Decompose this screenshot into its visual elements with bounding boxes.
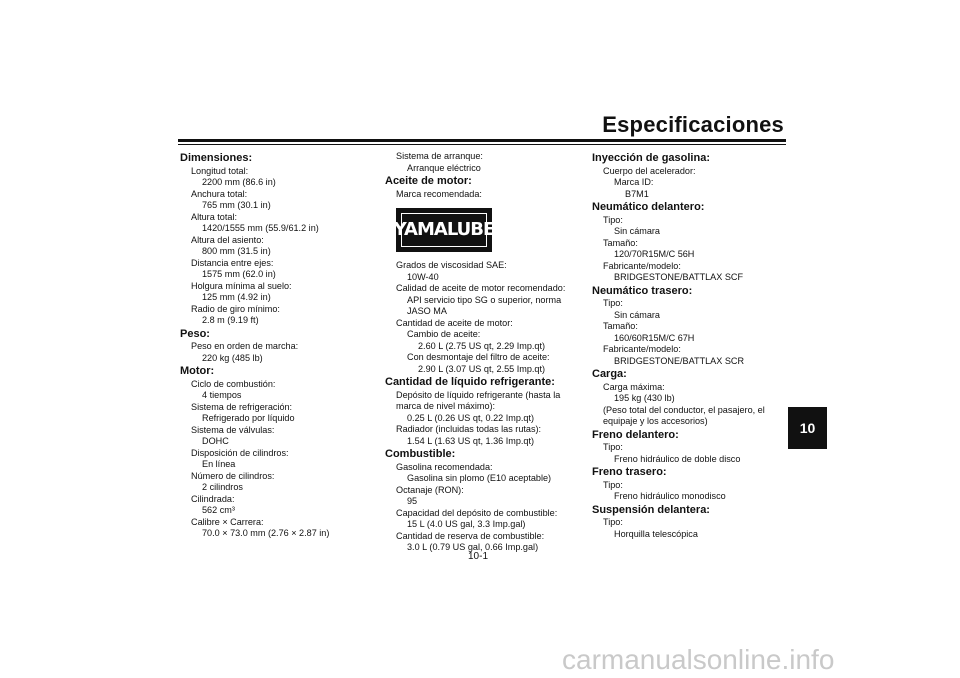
spec-line: Cilindrada:	[191, 493, 235, 504]
spec-line: Anchura total:	[191, 188, 248, 199]
spec-line: 0.25 L (0.26 US qt, 0.22 Imp.qt)	[407, 412, 535, 423]
section-heading: Inyección de gasolina:	[592, 152, 710, 164]
spec-line: Gasolina sin plomo (E10 aceptable)	[407, 473, 552, 483]
spec-line: 95	[407, 496, 418, 506]
spec-line: Tamaño:	[603, 237, 638, 248]
spec-line: Marca recomendada:	[396, 188, 482, 199]
spec-line: BRIDGESTONE/BATTLAX SCR	[614, 355, 745, 366]
section-heading: Peso:	[180, 327, 210, 340]
spec-line: Tipo:	[603, 442, 623, 452]
spec-column-1	[180, 151, 375, 540]
chapter-tab: 10	[788, 407, 827, 449]
spec-line: BRIDGESTONE/BATTLAX SCF	[614, 272, 744, 282]
spec-line: (Peso total del conductor, el pasajero, el	[603, 404, 765, 415]
spec-line: API servicio tipo SG o superior, norma	[407, 294, 562, 305]
spec-line: Tamaño:	[603, 321, 638, 331]
spec-line: Cambio de aceite:	[407, 329, 481, 339]
section-heading: Neumático delantero:	[592, 201, 705, 213]
spec-line: Gasolina recomendada:	[396, 461, 493, 472]
spec-line: 800 mm (31.5 in)	[202, 246, 271, 256]
spec-line: 195 kg (430 lb)	[614, 393, 675, 403]
spec-line: Calidad de aceite de motor recomendado:	[396, 283, 566, 293]
spec-line: Depósito de líquido refrigerante (hasta la	[396, 389, 561, 400]
spec-line: Longitud total:	[191, 165, 249, 176]
spec-line: 2.90 L (3.07 US qt, 2.55 Imp.qt)	[418, 363, 546, 374]
spec-line: Radio de giro mínimo:	[191, 303, 280, 314]
spec-line: 2.60 L (2.75 US qt, 2.29 Imp.qt)	[418, 340, 546, 351]
spec-line: equipaje y los accesorios)	[603, 416, 708, 426]
spec-line: Radiador (incluidas todas las rutas):	[396, 424, 542, 434]
spec-line: Arranque eléctrico	[407, 162, 481, 173]
spec-line: Altura total:	[191, 211, 237, 222]
spec-line: 1.54 L (1.63 US qt, 1.36 Imp.qt)	[407, 435, 535, 446]
yamalube-logo-wrap	[385, 200, 585, 260]
spec-line: Tipo:	[603, 479, 623, 490]
spec-line: 10W-40	[407, 271, 439, 282]
spec-line: JASO MA	[407, 306, 447, 316]
page-title: Especificaciones	[602, 112, 784, 137]
section-heading: Aceite de motor:	[385, 175, 472, 187]
spec-line: Freno hidráulico monodisco	[614, 491, 726, 501]
spec-line: Marca ID:	[614, 177, 654, 187]
spec-line: 2200 mm (86.6 in)	[202, 177, 276, 187]
title-rule-thin	[178, 144, 786, 145]
section-heading: Freno trasero:	[592, 466, 667, 478]
spec-line: B7M1	[625, 188, 649, 199]
spec-line: Cantidad de aceite de motor:	[396, 317, 513, 328]
spec-line: Capacidad del depósito de combustible:	[396, 507, 558, 518]
spec-column-2	[385, 151, 585, 554]
spec-line: 15 L (4.0 US gal, 3.3 Imp.gal)	[407, 519, 526, 529]
spec-line: 562 cm³	[202, 505, 235, 515]
spec-line: Tipo:	[603, 298, 623, 308]
section-heading: Suspensión delantera:	[592, 503, 710, 516]
spec-line: Con desmontaje del filtro de aceite:	[407, 352, 550, 362]
section-heading: Motor:	[180, 365, 215, 377]
spec-line: Cuerpo del acelerador:	[603, 165, 696, 176]
spec-line: Tipo:	[603, 214, 623, 225]
spec-line: Número de cilindros:	[191, 470, 275, 481]
yamalube-logo: YAMALUBE	[396, 208, 492, 252]
spec-line: Sistema de válvulas:	[191, 424, 275, 435]
spec-line: Sistema de refrigeración:	[191, 401, 293, 412]
spec-line: 3.0 L (0.79 US gal, 0.66 Imp.gal)	[407, 542, 539, 552]
section-heading: Freno delantero:	[592, 428, 679, 441]
spec-line: 1420/1555 mm (55.9/61.2 in)	[202, 223, 319, 233]
watermark: carmanualsonline.info	[562, 644, 835, 675]
spec-line: 1575 mm (62.0 in)	[202, 269, 276, 279]
spec-line: Freno hidráulico de doble disco	[614, 453, 741, 464]
spec-line: 220 kg (485 lb)	[202, 352, 263, 363]
spec-line: 120/70R15M/C 56H	[614, 249, 695, 259]
spec-line: Holgura mínima al suelo:	[191, 280, 292, 291]
spec-line: 2 cilindros	[202, 482, 243, 492]
spec-line: Sistema de arranque:	[396, 151, 483, 161]
spec-line: Grados de viscosidad SAE:	[396, 260, 507, 270]
spec-line: Horquilla telescópica	[614, 528, 698, 539]
spec-line: Carga máxima:	[603, 381, 665, 392]
spec-line: En línea	[202, 459, 236, 469]
spec-line: Octanaje (RON):	[396, 484, 464, 495]
spec-column-3	[592, 151, 787, 540]
spec-line: Cantidad de reserva de combustible:	[396, 530, 545, 541]
spec-line: Sin cámara	[614, 309, 660, 320]
spec-line: 160/60R15M/C 67H	[614, 332, 695, 343]
spec-line: Calibre × Carrera:	[191, 516, 264, 527]
spec-line: Fabricante/modelo:	[603, 260, 681, 271]
spec-line: Disposición de cilindros:	[191, 447, 289, 458]
section-heading: Combustible:	[385, 448, 456, 460]
spec-line: 125 mm (4.92 in)	[202, 292, 271, 302]
page-number: 10-1	[468, 551, 489, 562]
spec-line: Fabricante/modelo:	[603, 344, 681, 354]
title-rule-thick	[178, 139, 786, 142]
spec-line: 2.8 m (9.19 ft)	[202, 315, 259, 325]
section-heading: Dimensiones:	[180, 152, 253, 164]
spec-line: Peso en orden de marcha:	[191, 341, 299, 351]
spec-line: Distancia entre ejes:	[191, 257, 274, 268]
spec-line: Sin cámara	[614, 226, 660, 236]
spec-line: DOHC	[202, 436, 229, 446]
spec-line: 70.0 × 73.0 mm (2.76 × 2.87 in)	[202, 528, 330, 538]
spec-line: 4 tiempos	[202, 390, 242, 400]
spec-line: 765 mm (30.1 in)	[202, 200, 271, 210]
section-heading: Neumático trasero:	[592, 284, 693, 297]
spec-line: Ciclo de combustión:	[191, 378, 276, 389]
spec-line: Refrigerado por líquido	[202, 413, 295, 423]
spec-line: Tipo:	[603, 517, 623, 527]
spec-line: Altura del asiento:	[191, 234, 264, 245]
spec-line: marca de nivel máximo):	[396, 401, 496, 411]
section-heading: Carga:	[592, 368, 627, 380]
section-heading: Cantidad de líquido refrigerante:	[385, 376, 555, 388]
